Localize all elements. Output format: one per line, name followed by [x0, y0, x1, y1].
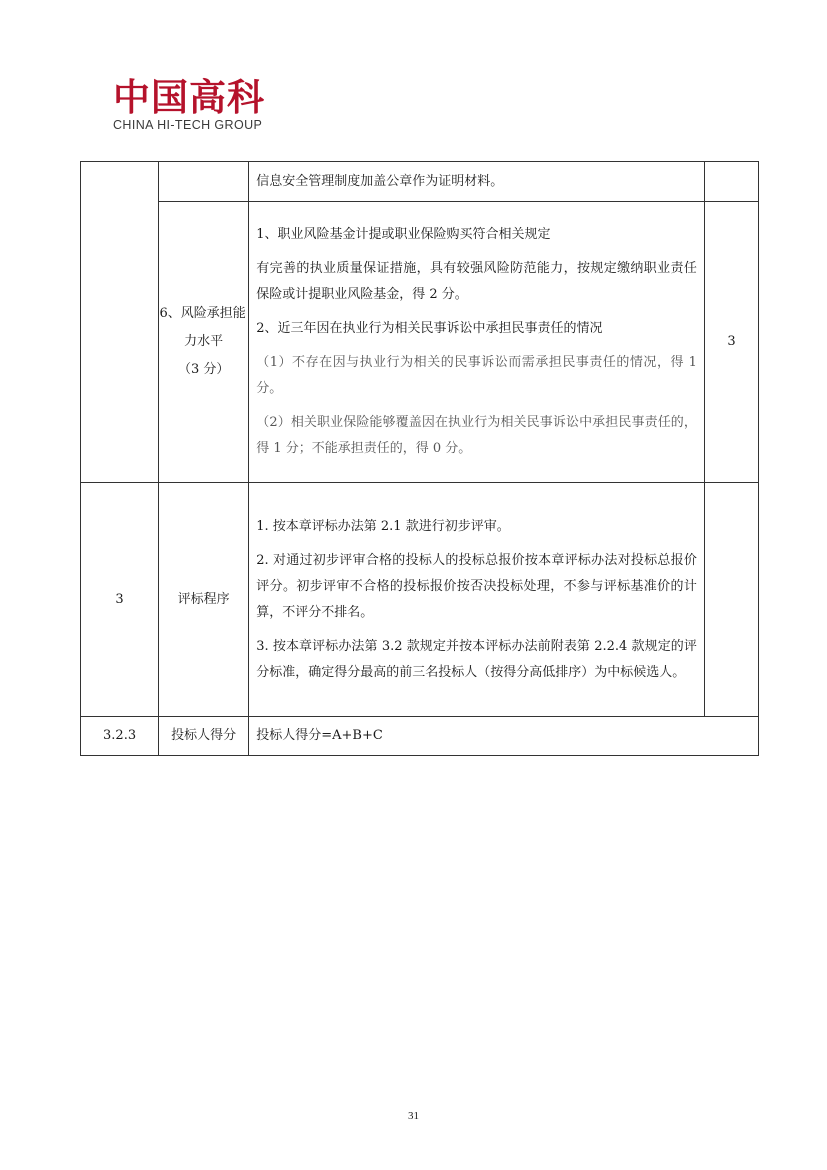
scoring-table	[80, 161, 759, 756]
content-paragraph: 1、职业风险基金计提或职业保险购买符合相关规定	[256, 227, 551, 242]
page-number: 31	[408, 1110, 419, 1122]
row-number: 3.2.3	[81, 717, 159, 756]
content-paragraph: （1）不存在因与执业行为相关的民事诉讼而需承担民事责任的情况，得 1 分。	[256, 355, 697, 396]
row-number: 3	[81, 483, 159, 717]
table-cell-empty	[704, 483, 758, 717]
table-cell-empty	[704, 162, 758, 202]
procedure-label: 评标程序	[159, 483, 249, 717]
logo-english-text: CHINA HI-TECH GROUP	[113, 118, 263, 132]
company-logo	[113, 78, 303, 132]
content-paragraph: 2. 对通过初步评审合格的投标人的投标总报价按本章评标办法对投标总报价评分。初步评审不合格的投标报价按否决投标处理，不参与评标基准价的计算，不评分不排名。	[256, 552, 697, 620]
criterion-content	[249, 202, 705, 483]
content-paragraph: 1. 按本章评标办法第 2.1 款进行初步评审。	[256, 518, 510, 534]
criterion-label	[159, 202, 249, 483]
table-cell-text: 信息安全管理制度加盖公章作为证明材料。	[249, 162, 705, 202]
table-row	[81, 202, 759, 483]
score-formula: 投标人得分=A+B+C	[249, 717, 759, 756]
score-label: 投标人得分	[159, 717, 249, 756]
content-paragraph: 有完善的执业质量保证措施，具有较强风险防范能力，按规定缴纳职业责任保险或计提职业风险基金，得 2 分。	[256, 261, 697, 302]
content-paragraph: （2）相关职业保险能够覆盖因在执业行为相关民事诉讼中承担民事责任的，得 1 分；不能承担责任的，得 0 分。	[256, 415, 697, 456]
table-row	[81, 162, 759, 202]
content-paragraph: 2、近三年因在执业行为相关民事诉讼中承担民事责任的情况	[256, 321, 603, 336]
table-cell-empty	[81, 162, 159, 483]
table-cell-empty	[159, 162, 249, 202]
criterion-label-line: 6、风险承担能	[159, 306, 246, 321]
criterion-label-line: （3 分）	[177, 362, 230, 377]
table-row	[81, 717, 759, 756]
logo-chinese-text: 中国高科	[113, 76, 265, 119]
score-cell: 3	[704, 202, 758, 483]
criterion-label-line: 力水平	[184, 334, 224, 349]
procedure-content	[249, 483, 705, 717]
table-row	[81, 483, 759, 717]
content-paragraph: 3. 按本章评标办法第 3.2 款规定并按本评标办法前附表第 2.2.4 款规定的评分标准，确定得分最高的前三名投标人（按得分高低排序）为中标候选人。	[256, 638, 697, 680]
